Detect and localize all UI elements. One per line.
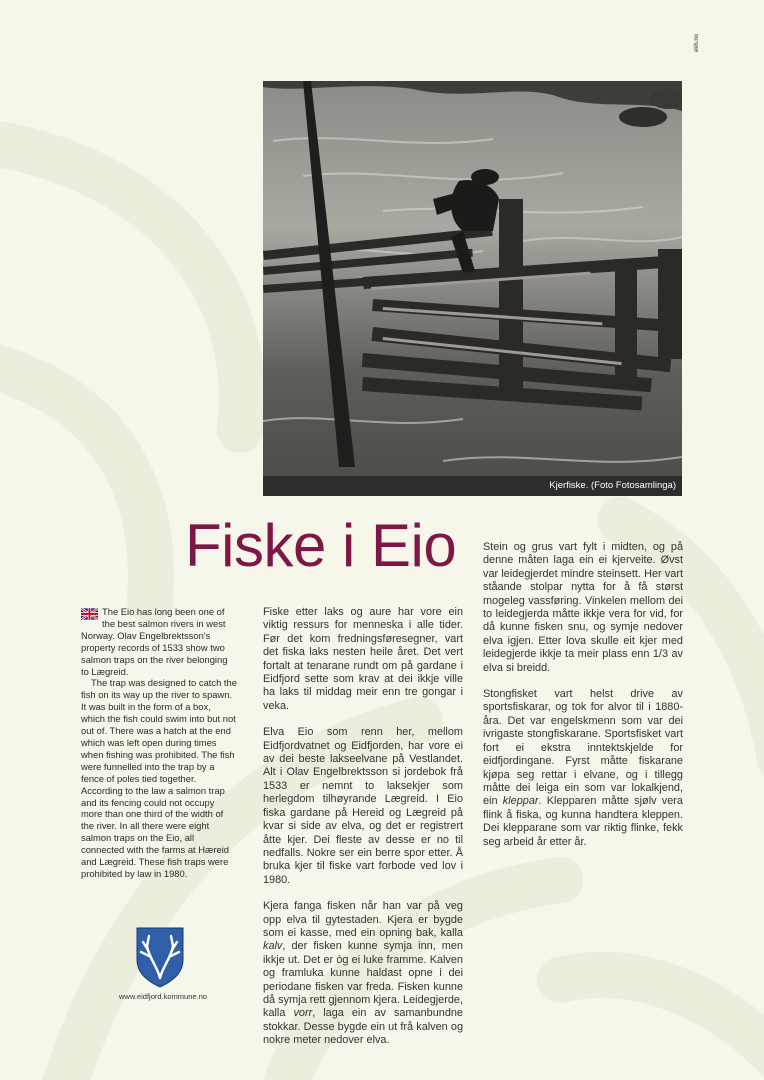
page-title: Fiske i Eio <box>185 512 457 579</box>
middle-paragraph-1: Fiske etter laks og aure har vore ein viktig ressurs for menneska i alle tider. Før det kom fredningsføresegner, vart det fiska laks nesten heile året. Det vert fortalt at tenarane rundt om på gardane i Eidfjord sette som krav at dei ikkje ville ha laks til middag meir enn tre gongar i veka. <box>263 606 463 712</box>
text-run: , der fisken kunne symja inn, men ikkje ut. Det er òg ei luke framme. Kalven og framluka kunne haldast opne i dei periodane fisken var freda. Fisken kunne då symja rett gjennom kjera. Leidegjerde, kalla <box>263 940 463 1020</box>
photo-caption: Kjerfiske. (Foto Fotosamlinga) <box>263 476 682 496</box>
side-credit: ekh.no <box>694 33 700 52</box>
term-vorr: vorr <box>293 1007 313 1020</box>
middle-paragraph-2: Elva Eio som renn her, mellom Eidfjordvatnet og Eidfjorden, har vore ei av dei beste lakseelvane på Vestlandet. Alt i Olav Engelbrektsson si jordebok frå 1533 er nemnt to laksekjer som herlegdom tilhøyrande Lægreid. I Eio fiska gardane på Hereid og Lægreid på kvar si side av elva, og det er registrert åtte kjer. Dei fleste av desse er no til nedfalls. Nokre ser ein berre spor etter. Å bruka kjer til fiske vart forbode ved lov i 1980. <box>263 726 463 886</box>
term-kalv: kalv <box>263 940 283 953</box>
eidfjord-coat-of-arms-icon <box>135 926 185 988</box>
english-paragraph-2: The trap was designed to catch the fish on its way up the river to spawn. It was built in the form of a box, which the fish could swim into but not out of. There was a hatch at the end which was left open during times when fishing was prohibited. The fish were funnelled into the trap by a fence of poles tied together. According to the law a salmon trap and its fencing could not occupy more than one third of the width of the river. In all there were eight salmon traps on the Eio, all connected with the farms at Hæreid and Lægreid. These fish traps were prohibited by law in 1980. <box>81 677 237 879</box>
river-photo <box>263 81 682 496</box>
right-paragraph-2 <box>483 688 683 849</box>
salmon-trap-photo <box>263 81 682 496</box>
uk-flag-icon <box>81 608 98 620</box>
right-paragraph-1: Stein og grus vart fylt i midten, og på denne måten laga ein ei kjerveite. Øvst var leidegjerdet mindre steinsett. Her vart ståande stolpar nytta for å få størst mogeleg vassføring. Vinkelen mellom dei to leidegjerda måtte ikkje vera for vid, for då kunne fisken snu, og symje nedover elva igjen. Etter lova skulle eit kjer med leidegjerde ikkje ta meir plass enn 1/3 av elva si breidd. <box>483 541 683 674</box>
text-run: . Klepparen måtte sjølv vera flink å fiska, og kunna handtera kleppen. Dei klepparane som var riktig flinke, fekk seg arbeid år etter år. <box>483 795 683 848</box>
article-column-middle <box>263 606 463 1061</box>
text-run: , laga ein av samanbundne stokkar. Desse bygde ein ut frå kalven og nokre meter nedover elva. <box>263 1007 463 1047</box>
article-column-right <box>483 541 683 862</box>
middle-paragraph-3 <box>263 900 463 1047</box>
text-run: Kjera fanga fisken når han var på veg opp elva til gytestaden. Kjera er bygde som ei kasse, med ein opning bak, kalla <box>263 900 463 939</box>
english-paragraph-1: The Eio has long been one of the best salmon rivers in west Norway. Olav Engelbrektsson's property records of 1533 show two salmon traps on the river belonging to Lægreid. <box>81 606 228 677</box>
website-link[interactable]: www.eidfjord.kommune.no <box>119 992 207 1001</box>
term-kleppar: kleppar <box>502 795 539 808</box>
text-run: Stongfisket vart helst drive av sportsfiskarar, og tok for alvor til i 1880-åra. Det var engelskmenn som var dei ivrigaste stongfiskarane. Sportsfisket vart fort ei ekstra inntektskjelde for eidfjordingane. Fyrst måtte fiskarane kjøpa seg rettar i elvane, og i tillegg måtte dei leiga ein som var lokalkjend, ein <box>483 688 683 808</box>
english-summary <box>81 606 237 880</box>
